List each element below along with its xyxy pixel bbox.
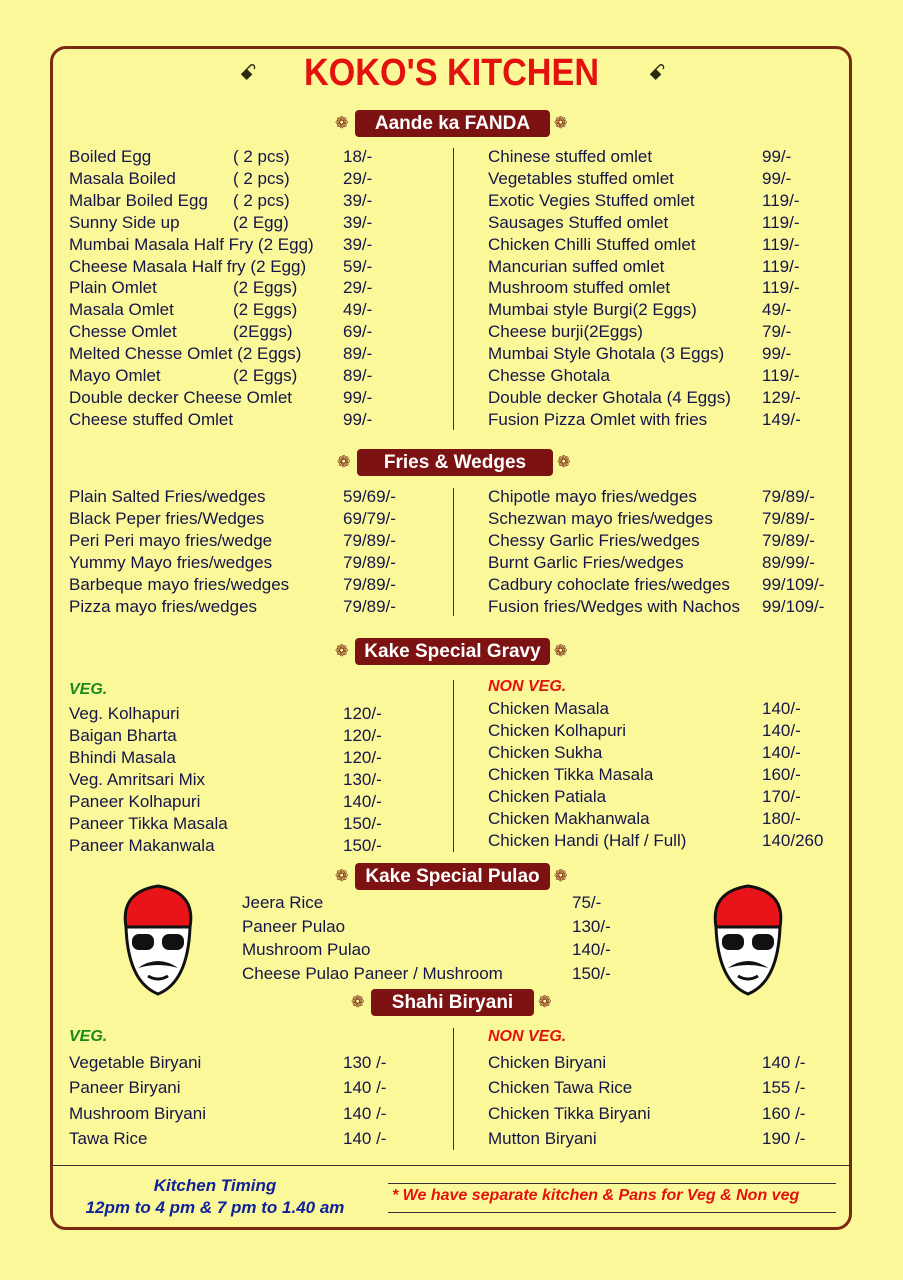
menu-item-name: Cheese Masala Half fry (2 Egg)	[69, 256, 307, 276]
menu-item-price: 99/-	[762, 147, 792, 166]
menu-item-name: Chesse Ghotala	[488, 366, 610, 385]
menu-item-price: 140 /-	[343, 1128, 387, 1148]
menu-item-name: Melted Chesse Omlet (2 Eggs)	[69, 344, 302, 364]
menu-item-price: 129/-	[762, 387, 801, 407]
menu-item-name: Chicken Handi (Half / Full)	[488, 831, 687, 850]
menu-item-price: 99/109/-	[762, 575, 825, 594]
section-heading: Fries & Wedges	[357, 449, 553, 476]
menu-item-name: Barbeque mayo fries/wedges	[69, 575, 290, 594]
menu-item-name: Double decker Ghotala (4 Eggs)	[488, 387, 731, 407]
menu-item-price: 150/-	[343, 814, 382, 833]
menu-item-name: Plain Omlet	[69, 278, 157, 298]
menu-item-name: Cheese Pulao Paneer / Mushroom	[242, 963, 503, 983]
flower-ornament-icon: ❁	[554, 643, 568, 660]
menu-item-name: Black Peper fries/Wedges	[69, 509, 265, 528]
menu-item-price: 130 /-	[343, 1053, 387, 1072]
menu-item-price: 29/-	[343, 278, 373, 298]
menu-item-price: 79/89/-	[343, 553, 396, 572]
menu-item-name: Chicken Tawa Rice	[488, 1078, 633, 1098]
menu-item-name: Chesse Omlet	[69, 322, 177, 342]
menu-item-name: Boiled Egg	[69, 147, 152, 166]
menu-item-price: 79/-	[762, 322, 792, 342]
menu-item-price: 29/-	[343, 168, 373, 188]
footer-divider	[52, 1165, 852, 1166]
menu-item-price: 119/-	[762, 190, 800, 210]
menu-item-name: Cadbury cohoclate fries/wedges	[488, 575, 730, 594]
menu-item-name: Vegetables stuffed omlet	[488, 168, 674, 188]
menu-item-price: 79/89/-	[762, 531, 815, 550]
menu-item-name: Malbar Boiled Egg	[69, 190, 208, 210]
restaurant-title: KOKO'S KITCHEN	[303, 52, 600, 94]
menu-item-price: 155 /-	[762, 1078, 806, 1098]
menu-item-price: 140/-	[572, 940, 611, 959]
veg-label: VEG.	[69, 1028, 108, 1045]
menu-item-price: 130/-	[343, 770, 382, 789]
menu-item-name: Bhindi Masala	[69, 748, 176, 767]
menu-item-price: 130/-	[572, 916, 611, 936]
flower-ornament-icon: ❁	[351, 994, 365, 1011]
menu-item-name: Burnt Garlic Fries/wedges	[488, 553, 684, 572]
menu-item-price: 69/79/-	[343, 509, 396, 528]
menu-item-price: 89/-	[343, 366, 373, 385]
section-heading: Kake Special Gravy	[355, 638, 550, 665]
menu-item-name: Paneer Kolhapuri	[69, 792, 201, 811]
menu-item-price: 119/-	[762, 212, 800, 232]
menu-item-price: 140/-	[762, 743, 801, 762]
veg-nonveg-note: * We have separate kitchen & Pans for Veg & Non veg	[392, 1187, 800, 1204]
turban-mascot-icon	[116, 882, 200, 997]
menu-item-price: 39/-	[343, 234, 373, 254]
menu-item-price: 79/89/-	[343, 575, 396, 594]
menu-item-name: Paneer Tikka Masala	[69, 814, 228, 833]
menu-item-price: 18/-	[343, 147, 373, 166]
menu-item-name: Mushroom Pulao	[242, 940, 371, 959]
menu-item-name: Chicken Masala	[488, 699, 609, 718]
menu-item-name: Masala Omlet	[69, 300, 174, 320]
menu-item-name: Chicken Tikka Masala	[488, 765, 654, 784]
menu-item-price: 120/-	[343, 704, 382, 723]
flower-ornament-icon: ❁	[337, 454, 351, 471]
veg-label: VEG.	[69, 681, 108, 698]
menu-item-price: 99/-	[762, 344, 792, 364]
menu-item-price: 59/69/-	[343, 487, 396, 506]
menu-item-price: 180/-	[762, 809, 801, 828]
menu-item-name: Chicken Patiala	[488, 787, 607, 806]
menu-item-name: Mumbai style Burgi(2 Eggs)	[488, 300, 697, 320]
turban-mascot-icon	[706, 882, 790, 997]
menu-item-name: Chicken Makhanwala	[488, 809, 650, 828]
menu-item-name: Schezwan mayo fries/wedges	[488, 509, 713, 528]
menu-item-name: Sunny Side up	[69, 212, 180, 232]
menu-item-name: Mushroom stuffed omlet	[488, 278, 671, 298]
menu-item-price: 150/-	[572, 963, 611, 983]
menu-item-name: Mushroom Biryani	[69, 1103, 206, 1123]
menu-item-price: 39/-	[343, 190, 373, 210]
column-divider	[453, 488, 454, 616]
menu-item-name: Paneer Biryani	[69, 1078, 181, 1098]
menu-item-name: Yummy Mayo fries/wedges	[69, 553, 273, 572]
menu-item-price: 120/-	[343, 748, 382, 767]
menu-item-price: 119/-	[762, 366, 800, 385]
menu-item-price: 89/99/-	[762, 553, 815, 572]
menu-item-name: Chinese stuffed omlet	[488, 147, 653, 166]
menu-item-qty: (2 Eggs)	[233, 366, 298, 385]
menu-item-name: Mumbai Masala Half Fry (2 Egg)	[69, 234, 314, 254]
flower-ornament-icon: ❁	[557, 454, 571, 471]
menu-item-name: Fusion Pizza Omlet with fries	[488, 409, 708, 429]
menu-item-price: 170/-	[762, 787, 801, 806]
kk-logo-icon: ꗃ	[648, 61, 666, 86]
menu-item-qty: ( 2 pcs)	[233, 168, 290, 188]
menu-item-name: Sausages Stuffed omlet	[488, 212, 669, 232]
nonveg-label: NON VEG.	[488, 678, 567, 695]
menu-item-price: 140 /-	[343, 1078, 387, 1098]
menu-item-price: 75/-	[572, 893, 602, 912]
menu-item-price: 49/-	[343, 300, 373, 320]
menu-item-price: 69/-	[343, 322, 373, 342]
note-rule-top	[388, 1183, 836, 1184]
nonveg-label: NON VEG.	[488, 1028, 567, 1045]
menu-item-price: 160/-	[762, 765, 801, 784]
menu-item-qty: (2 Egg)	[233, 212, 289, 232]
menu-item-price: 99/-	[762, 168, 792, 188]
flower-ornament-icon: ❁	[335, 643, 349, 660]
menu-item-price: 39/-	[343, 212, 373, 232]
menu-item-name: Chicken Chilli Stuffed omlet	[488, 234, 696, 254]
menu-item-name: Chicken Sukha	[488, 743, 603, 762]
menu-item-name: Double decker Cheese Omlet	[69, 387, 293, 407]
menu-item-name: Plain Salted Fries/wedges	[69, 487, 266, 506]
menu-item-price: 149/-	[762, 409, 801, 429]
menu-item-price: 89/-	[343, 344, 373, 364]
flower-ornament-icon: ❁	[554, 868, 568, 885]
menu-item-name: Tawa Rice	[69, 1128, 148, 1148]
menu-item-qty: (2 Eggs)	[233, 300, 298, 320]
menu-item-name: Peri Peri mayo fries/wedge	[69, 531, 273, 550]
kk-logo-icon: ꗃ	[239, 61, 257, 86]
menu-item-price: 140/-	[762, 721, 801, 740]
menu-item-name: Pizza mayo fries/wedges	[69, 597, 258, 616]
menu-item-name: Veg. Kolhapuri	[69, 704, 180, 723]
menu-item-price: 140 /-	[762, 1053, 806, 1072]
menu-item-qty: ( 2 pcs)	[233, 190, 290, 210]
menu-item-price: 79/89/-	[762, 487, 815, 506]
menu-item-price: 190 /-	[762, 1128, 806, 1148]
menu-item-price: 99/109/-	[762, 597, 825, 616]
menu-item-price: 140/260	[762, 831, 824, 850]
section-heading: Kake Special Pulao	[355, 863, 550, 890]
menu-item-price: 99/-	[343, 387, 373, 407]
menu-item-name: Chessy Garlic Fries/wedges	[488, 531, 700, 550]
menu-item-name: Paneer Makanwala	[69, 836, 215, 855]
timing-hours: 12pm to 4 pm & 7 pm to 1.40 am	[85, 1198, 345, 1217]
menu-item-price: 119/-	[762, 256, 800, 276]
menu-item-name: Mutton Biryani	[488, 1128, 597, 1148]
menu-item-name: Chicken Biryani	[488, 1053, 607, 1072]
menu-item-name: Jeera Rice	[242, 893, 324, 912]
menu-item-name: Mayo Omlet	[69, 366, 161, 385]
note-rule-bottom	[388, 1212, 836, 1213]
menu-item-name: Baigan Bharta	[69, 726, 177, 745]
menu-item-price: 59/-	[343, 256, 373, 276]
menu-item-name: Exotic Vegies Stuffed omlet	[488, 190, 695, 210]
menu-item-name: Chicken Tikka Biryani	[488, 1103, 651, 1123]
menu-item-price: 79/89/-	[343, 531, 396, 550]
menu-item-price: 79/89/-	[343, 597, 396, 616]
menu-item-name: Mumbai Style Ghotala (3 Eggs)	[488, 344, 725, 364]
column-divider	[453, 148, 454, 430]
menu-item-price: 79/89/-	[762, 509, 815, 528]
menu-item-name: Vegetable Biryani	[69, 1053, 202, 1072]
menu-item-name: Fusion fries/Wedges with Nachos	[488, 597, 740, 616]
menu-item-price: 49/-	[762, 300, 792, 320]
flower-ornament-icon: ❁	[538, 994, 552, 1011]
menu-item-name: Masala Boiled	[69, 168, 176, 188]
menu-item-name: Mancurian suffed omlet	[488, 256, 665, 276]
menu-item-price: 119/-	[762, 234, 800, 254]
menu-item-price: 160 /-	[762, 1103, 806, 1123]
menu-item-price: 120/-	[343, 726, 382, 745]
flower-ornament-icon: ❁	[335, 868, 349, 885]
menu-item-name: Cheese stuffed Omlet	[69, 409, 234, 429]
menu-item-name: Cheese burji(2Eggs)	[488, 322, 643, 342]
menu-item-name: Chicken Kolhapuri	[488, 721, 626, 740]
menu-item-price: 140 /-	[343, 1103, 387, 1123]
timing-title: Kitchen Timing	[153, 1176, 277, 1195]
column-divider	[453, 680, 454, 852]
menu-item-qty: (2Eggs)	[233, 322, 293, 342]
menu-item-qty: (2 Eggs)	[233, 278, 298, 298]
menu-item-price: 140/-	[762, 699, 801, 718]
flower-ornament-icon: ❁	[554, 115, 568, 132]
menu-item-name: Veg. Amritsari Mix	[69, 770, 206, 789]
menu-item-qty: ( 2 pcs)	[233, 147, 290, 166]
menu-item-price: 119/-	[762, 278, 800, 298]
section-heading: Shahi Biryani	[371, 989, 534, 1016]
menu-item-price: 99/-	[343, 409, 373, 429]
flower-ornament-icon: ❁	[335, 115, 349, 132]
section-heading: Aande ka FANDA	[355, 110, 550, 137]
column-divider	[453, 1028, 454, 1150]
menu-item-price: 140/-	[343, 792, 382, 811]
menu-item-name: Chipotle mayo fries/wedges	[488, 487, 697, 506]
menu-item-price: 150/-	[343, 836, 382, 855]
menu-item-name: Paneer Pulao	[242, 916, 346, 936]
